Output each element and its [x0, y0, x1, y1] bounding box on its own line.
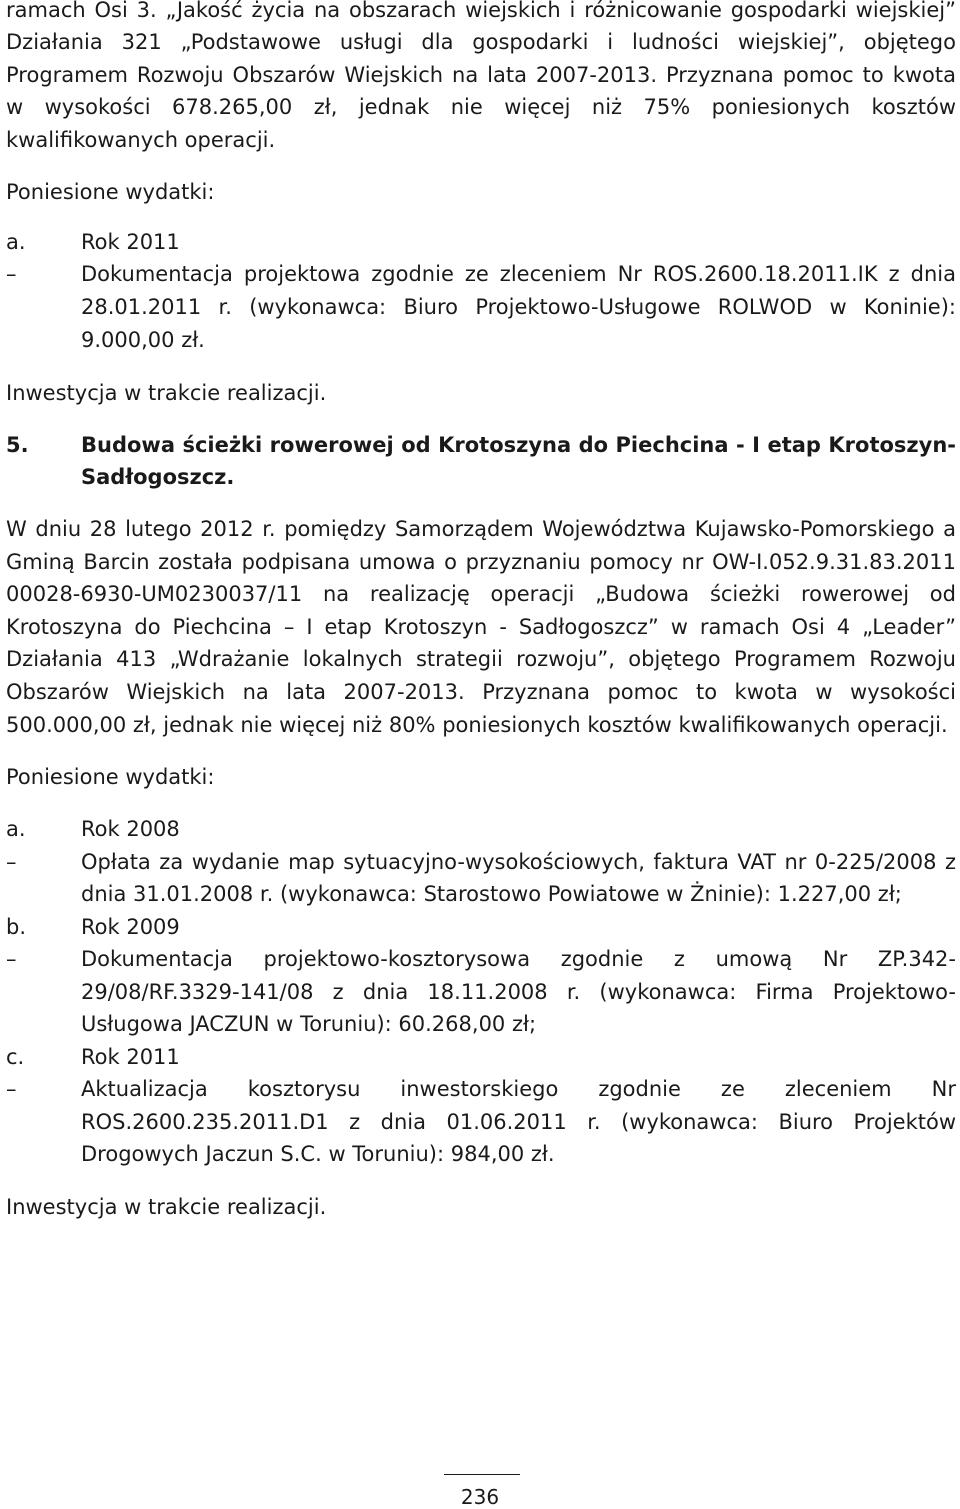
list-item-expense	[6, 846, 956, 911]
list-item-expense	[6, 943, 956, 1041]
list-year: Rok 2011	[81, 230, 180, 255]
expense-text: Aktualizacja kosztorysu inwestorskiego zgodnie ze zleceniem Nr ROS.2600.235.2011.D1 z dnia 01.06.2011 r. (wykonawca: Biuro Projektów Drogowych Jaczun S.C. w Toruniu): 984,00 zł.	[81, 1077, 956, 1167]
dash-marker: –	[6, 849, 17, 874]
list-item-year	[6, 1041, 956, 1074]
expenses-label: Poniesione wydatki:	[6, 765, 215, 790]
expenses-list-1	[6, 226, 956, 357]
list-year: Rok 2011	[81, 1044, 180, 1069]
section-number: 5.	[6, 433, 29, 458]
page-number: 236	[460, 1485, 500, 1509]
list-item-year	[6, 911, 956, 944]
page-number-rule	[444, 1474, 520, 1475]
list-marker: a.	[6, 230, 26, 255]
expense-text: Dokumentacja projektowo-kosztorysowa zgodnie z umową Nr ZP.342-29/08/RF.3329-141/08 z dnia 18.11.2008 r. (wykonawca: Firma Projektowo-Usługowa JACZUN w Toruniu): 60.268,00 zł;	[81, 947, 956, 1037]
status-text: Inwestycja w trakcie realizacji.	[6, 381, 327, 406]
dash-marker: –	[6, 947, 17, 972]
expenses-label: Poniesione wydatki:	[6, 180, 215, 205]
section-heading	[6, 429, 956, 493]
list-marker: c.	[6, 1044, 25, 1069]
expenses-list-2	[6, 813, 956, 1171]
document-page	[6, 0, 956, 1223]
status-text: Inwestycja w trakcie realizacji.	[6, 1194, 327, 1219]
dash-marker: –	[6, 1077, 17, 1102]
list-year: Rok 2008	[81, 817, 180, 842]
expense-text: Opłata za wydanie map sytuacyjno-wysokościowych, faktura VAT nr 0-225/2008 z dnia 31.01.2008 r. (wykonawca: Starostowo Powiatowe w Żninie): 1.227,00 zł;	[81, 849, 956, 907]
list-marker: b.	[6, 914, 27, 939]
list-marker: a.	[6, 817, 26, 842]
section-title: Budowa ścieżki rowerowej od Krotoszyna do Piechcina - I etap Krotoszyn-Sadłogoszcz.	[81, 433, 956, 490]
list-item-expense	[6, 1073, 956, 1171]
list-item-year	[6, 226, 956, 258]
dash-marker: –	[6, 262, 17, 287]
list-item-year	[6, 813, 956, 846]
list-year: Rok 2009	[81, 914, 180, 939]
expense-text: Dokumentacja projektowa zgodnie ze zleceniem Nr ROS.2600.18.2011.IK z dnia 28.01.2011 r. (wykonawca: Biuro Projektowo-Usługowe ROLWOD w Koninie): 9.000,00 zł.	[81, 262, 956, 353]
paragraph-agreement: W dniu 28 lutego 2012 r. pomiędzy Samorządem Województwa Kujawsko-Pomorskiego a Gminą Barcin została podpisana umowa o przyznaniu pomocy nr OW-I.052.9.31.83.2011 00028-6930-UM0230037/11 na realizację operacji „Budowa ścieżki rowerowej od Krotoszyna do Piechcina – I etap Krotoszyn - Sadłogoszcz” w ramach Osi 4 „Leader” Działania 413 „Wdrażanie lokalnych strategii rozwoju”, objętego Programem Rozwoju Obszarów Wiejskich na lata 2007-2013. Przyznana pomoc to kwota w wysokości 500.000,00 zł, jednak nie więcej niż 80% poniesionych kosztów kwalifikowanych operacji.	[6, 517, 956, 737]
paragraph-intro: ramach Osi 3. „Jakość życia na obszarach wiejskich i różnicowanie gospodarki wiejskiej” Działania 321 „Podstawowe usługi dla gospodarki i ludności wiejskiej”, objętego Programem Rozwoju Obszarów Wiejskich na lata 2007-2013. Przyznana pomoc to kwota w wysokości 678.265,00 zł, jednak nie więcej niż 75% poniesionych kosztów kwalifikowanych operacji.	[6, 0, 956, 152]
list-item-expense	[6, 258, 956, 357]
